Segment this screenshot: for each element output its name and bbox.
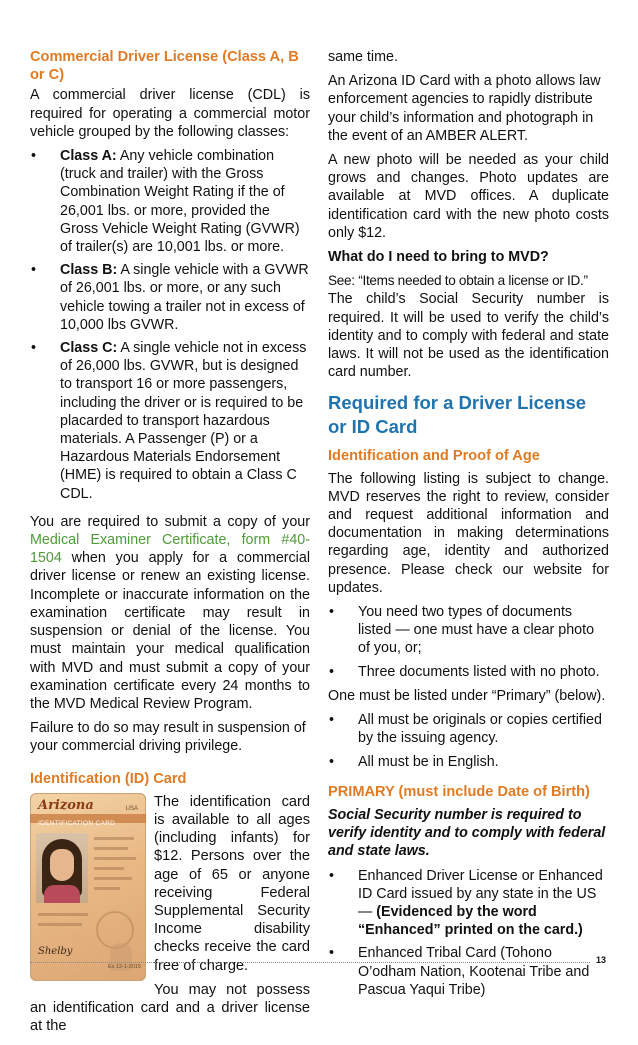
primary-note: One must be listed under “Primary” (below).: [328, 687, 606, 704]
amber-alert-paragraph: An Arizona ID Card with a photo allows law enforcement agencies to rapidly distribute your child’s information and photograph in the event of an AMBER ALERT.: [328, 73, 601, 144]
submit-text-post: when you apply for a commercial driver license or renew an existing license. Incomplete or inaccurate information on the examination certificate may result in suspension or denial of the license. You must maintain your medical qualification with MVD and must submit a copy of your examination certificate every 24 months to the MVD Medical Review Program.: [30, 550, 310, 712]
right-column: [328, 48, 609, 1005]
card-photo: [36, 833, 88, 903]
cdl-class-list: [30, 147, 310, 503]
failure-paragraph: Failure to do so may result in suspension of your commercial driving privilege.: [30, 720, 306, 755]
list-item: • You need two types of documents listed — one must have a clear photo of you, or;: [329, 604, 595, 657]
requirements-list: [328, 711, 609, 771]
see-reference: See: “Items needed to obtain a license or ID.”: [328, 273, 588, 289]
id-card-text-2: You may not possess an identification card and a driver license at the: [30, 981, 310, 1035]
bring-to-mvd-heading: What do I need to bring to MVD?: [328, 249, 549, 266]
list-item: • All must be originals or copies certified by the issuing agency.: [329, 712, 602, 747]
list-item-text: Enhanced Tribal Card (Tohono O’odham Nation, Kootenai Tribe and Pascua Yaqui Tribe): [358, 945, 590, 998]
ssn-paragraph: The child’s Social Security number is required. It will be used to verify the child’s identity and to comply with federal and state laws. It will not be used as the identification card number.: [328, 291, 609, 381]
medical-certificate-link[interactable]: Medical Examiner Certificate, form #40-1504: [30, 532, 310, 567]
class-b-text: A single vehicle with a GVWR of 26,001 lbs. or more, or any such vehicle towing a trailer not in excess of 10,000 lbs GVWR.: [60, 262, 309, 333]
list-item-text: Three documents listed with no photo.: [358, 663, 600, 680]
class-c-label: Class C:: [60, 340, 118, 357]
submit-paragraph: [30, 513, 310, 713]
list-item: • Class C: A single vehicle not in excess of 26,000 lbs. GVWR, but is designed to transport 16 or more passengers, including the driver or is required to be placarded to transport hazardous materials. A Passenger (P) or a Hazardous Materials Endorsement (HME) is required to obtain a Class C CDL.: [31, 340, 307, 502]
class-a-text: Any vehicle combination (truck and trailer) with the Gross Combination Weight Rating if the of 26,001 lbs. or more, provided the Gross Vehicle Weight Rating (GVWR) of trailer(s) are 10,001 lbs. or more.: [60, 148, 300, 256]
continued-text: same time.: [328, 49, 398, 65]
list-item: • Enhanced Driver License or Enhanced ID Card issued by any state in the US — (Evidenced by the word “Enhanced” printed on the card.): [329, 867, 603, 939]
id-card-heading: Identification (ID) Card: [30, 770, 187, 787]
class-a-label: Class A:: [60, 148, 117, 165]
id-card-image: [30, 793, 146, 981]
list-item: • Class B: A single vehicle with a GVWR of 26,001 lbs. or more, or any such vehicle towing a trailer not in excess of 10,000 lbs GVWR.: [31, 262, 309, 333]
list-item: • Three documents listed with no photo.: [329, 663, 600, 680]
cdl-intro: A commercial driver license (CDL) is required for operating a commercial motor vehicle grouped by the following classes:: [30, 87, 310, 140]
list-item-text: You need two types of documents listed — one must have a clear photo of you, or;: [358, 604, 595, 657]
left-column: [30, 48, 310, 1045]
class-b-label: Class B:: [60, 262, 118, 279]
card-date: Ex 12-1-2015: [107, 963, 141, 970]
cdl-heading: Commercial Driver License (Class A, B or C): [30, 49, 299, 84]
photo-update-paragraph: A new photo will be needed as your child grows and changes. Photo updates are available at MVD offices. A duplicate identification card with the new photo costs only $12.: [328, 152, 609, 241]
class-c-text: A single vehicle not in excess of 26,000 lbs. GVWR, but is designed to transport 16 or more passengers, including the driver or is required to be placarded to transport hazardous materials. A Passenger (P) or a Hazardous Materials Endorsement (HME) is required to obtain a Class C CDL.: [60, 340, 307, 502]
enhanced-evidence-note: (Evidenced by the word “Enhanced” printed on the card.): [358, 903, 583, 939]
id-card-section: [30, 793, 310, 1042]
card-country: USA: [125, 805, 138, 812]
list-item-text: All must be originals or copies certified by the issuing agency.: [358, 712, 602, 747]
card-brand: Arizona: [38, 797, 94, 813]
ssn-required-note: Social Security number is required to verify identity and to comply with federal and state laws.: [328, 806, 606, 860]
list-item-text: All must be in English.: [358, 753, 499, 770]
id-card-text: The identification card is available to all ages (including infants) for $12. Persons over the age of 65 or anyone receiving Federal Supplemental Security Income disability checks receive the card free of charge.: [154, 793, 310, 974]
list-item: • All must be in English.: [329, 753, 499, 770]
card-title: IDENTIFICATION CARD: [38, 819, 116, 827]
documents-list: [328, 603, 609, 681]
list-item: • Class A: Any vehicle combination (truck and trailer) with the Gross Combination Weight Rating if the of 26,001 lbs. or more, provided the Gross Vehicle Weight Rating (GVWR) of trailer(s) are 10,001 lbs. or more.: [31, 148, 300, 256]
list-item: • Enhanced Tribal Card (Tohono O’odham Nation, Kootenai Tribe and Pascua Yaqui Tribe): [329, 945, 590, 998]
footer-divider: [30, 962, 590, 963]
submit-text-pre: You are required to submit a copy of your: [30, 513, 310, 530]
card-signature: Shelby: [38, 945, 73, 957]
proof-of-age-paragraph: The following listing is subject to change. MVD reserves the right to review, consider and request additional information and documentation in making determinations regarding age, identity and authorized presence. Please check our website for updates.: [328, 470, 609, 596]
required-heading: Required for a Driver License or ID Card: [328, 392, 587, 438]
page-number: 13: [596, 955, 607, 965]
primary-heading: PRIMARY (must include Date of Birth): [328, 783, 590, 800]
list-item-text: Enhanced Driver License or Enhanced ID Card issued by any state in the US —: [358, 867, 603, 920]
proof-of-age-heading: Identification and Proof of Age: [328, 448, 540, 465]
primary-documents-list: [328, 867, 609, 999]
